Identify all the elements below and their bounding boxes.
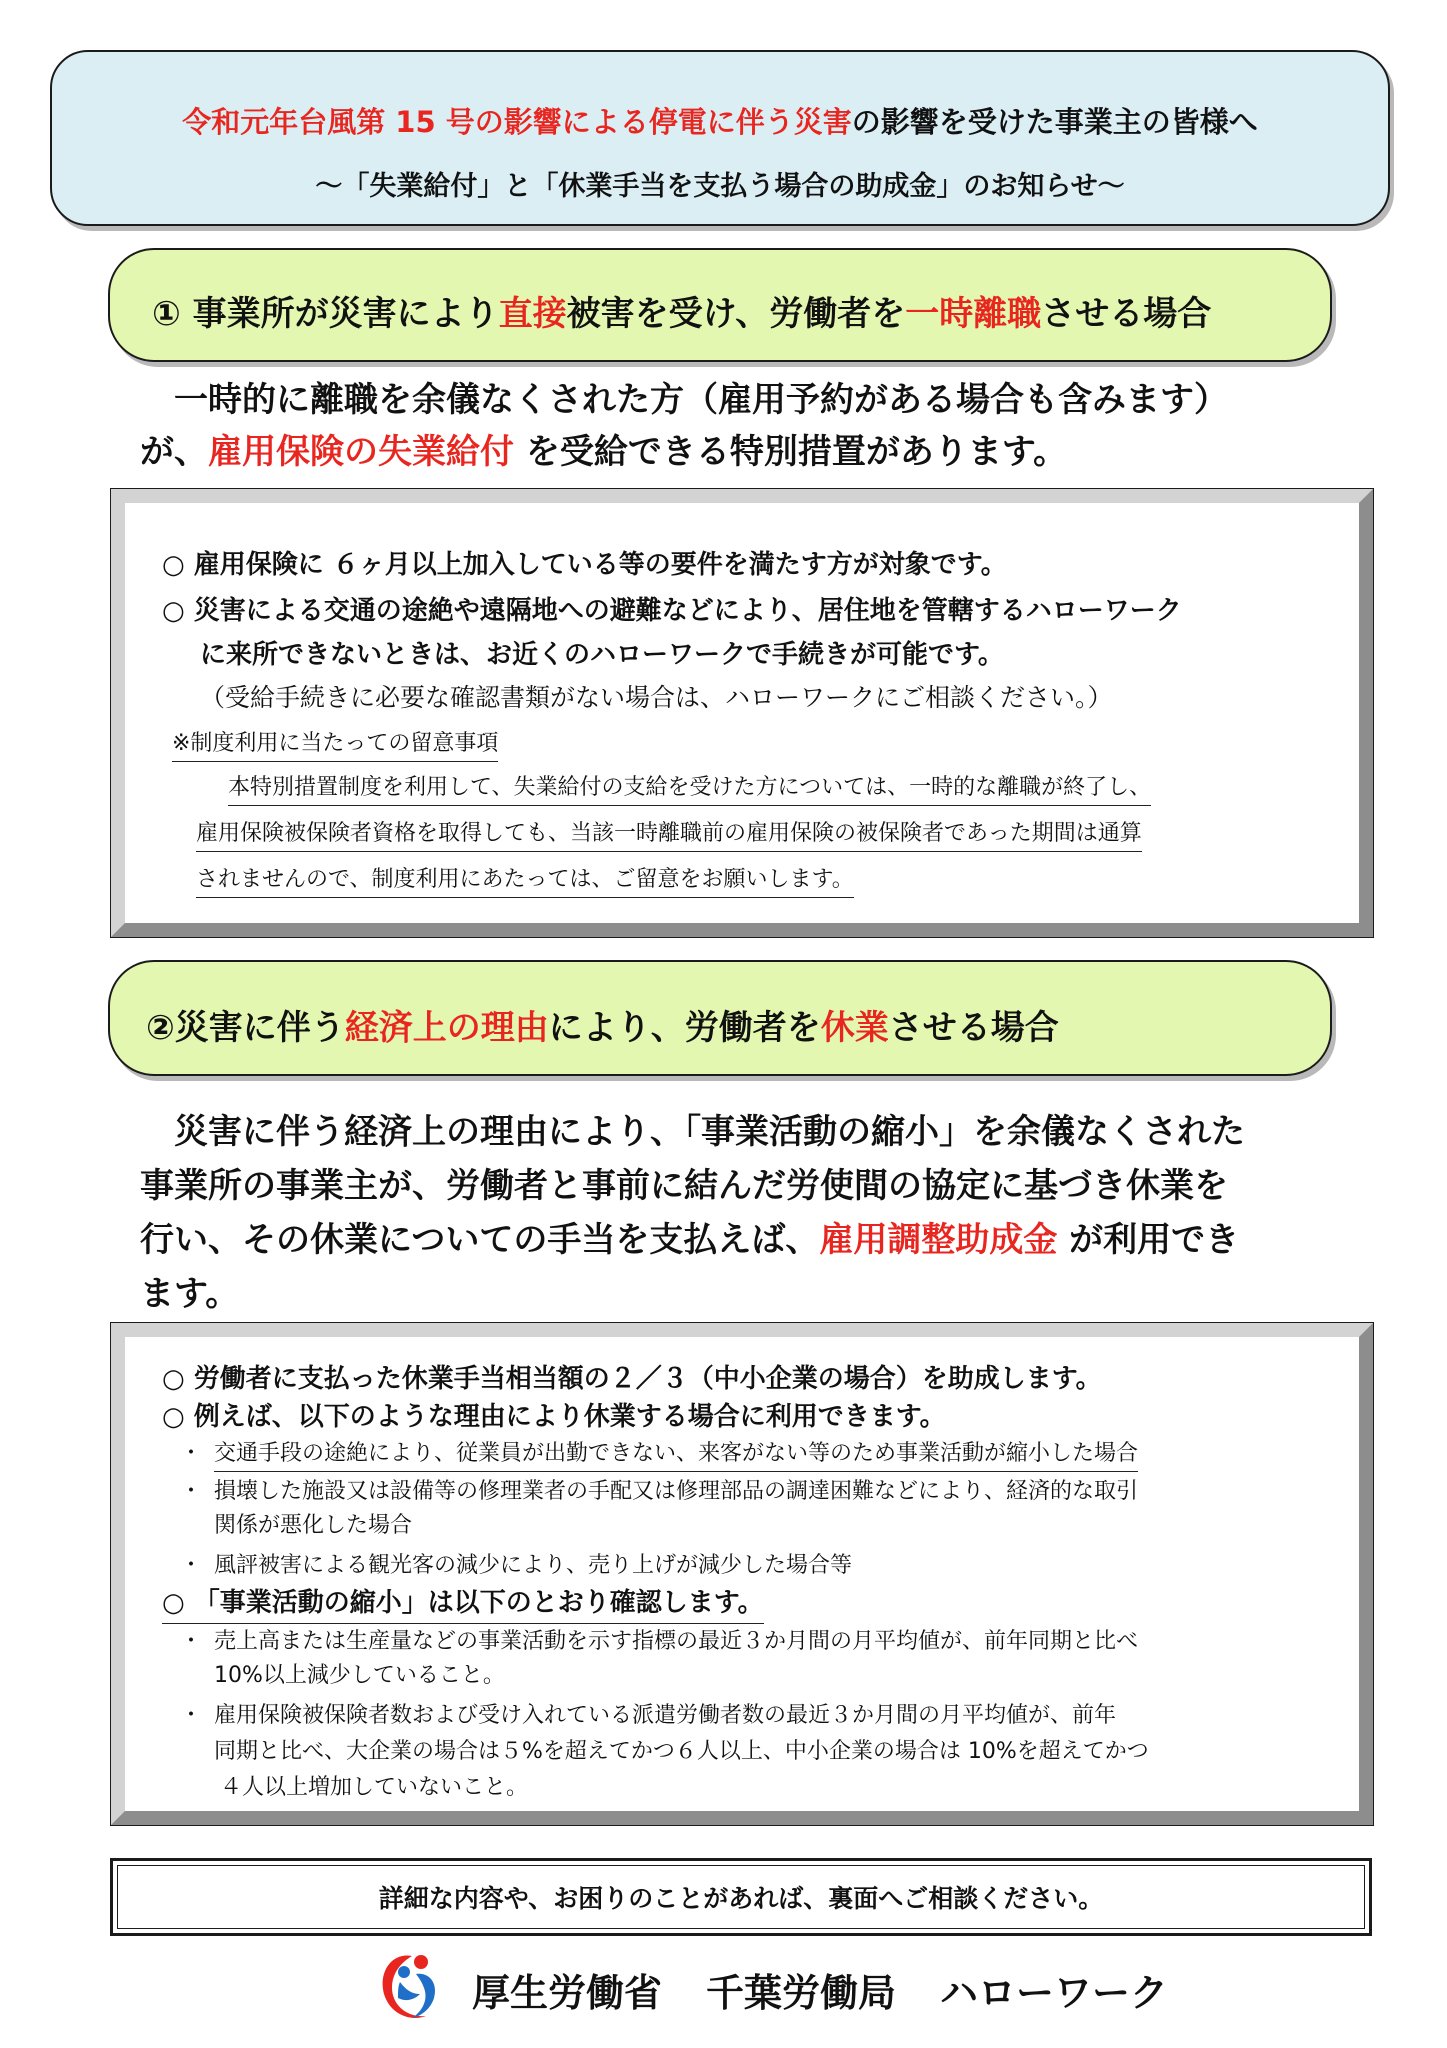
org-bureau: 千葉労働局 bbox=[706, 1971, 897, 2015]
section2-item bbox=[162, 1582, 764, 1619]
section1-item: に来所できないときは、お近くのハローワークで手続きが可能です。 bbox=[200, 640, 1004, 670]
header-title bbox=[52, 100, 1388, 141]
lead-text: が利用でき bbox=[1057, 1220, 1240, 1260]
organization-names bbox=[472, 1962, 1168, 2017]
section2-lead-line: 災害に伴う経済上の理由により、「事業活動の縮小」を余儀なくされた bbox=[174, 1112, 1245, 1152]
section2-lead-line: 事業所の事業主が、労働者と事前に結んだ労使間の協定に基づき休業を bbox=[140, 1166, 1228, 1206]
section2-heading-part: させる場合 bbox=[888, 1008, 1059, 1048]
header-banner bbox=[50, 50, 1390, 226]
lead-red-text: 雇用調整助成金 bbox=[819, 1220, 1058, 1260]
section1-heading-red: 直接 bbox=[498, 294, 567, 334]
caution-line-text: 雇用保険被保険者資格を取得しても、当該一時離職前の雇用保険の被保険者であった期間は通算 bbox=[196, 821, 1142, 852]
section2-heading bbox=[108, 960, 1332, 1076]
section2-heading-part: により、労働者を bbox=[548, 1008, 821, 1048]
section2-item-text: ○ 「事業活動の縮小」は以下のとおり確認します。 bbox=[162, 1588, 764, 1624]
section1-heading bbox=[108, 248, 1332, 362]
section2-heading-red: 休業 bbox=[820, 1008, 889, 1048]
section2-item: ○ 例えば、以下のような理由により休業する場合に利用できます。 bbox=[162, 1402, 946, 1432]
section1-lead-line2 bbox=[140, 424, 1067, 473]
section2-heading-part: ②災害に伴う bbox=[146, 1008, 345, 1048]
section1-heading-part: ① 事業所が災害により bbox=[152, 294, 499, 334]
example-line: 風評被害による観光客の減少により、売り上げが減少した場合等 bbox=[214, 1553, 853, 1578]
caution-line bbox=[196, 816, 1142, 847]
section1-heading-red: 一時離職 bbox=[905, 294, 1042, 334]
criteria-line: 10%以上減少していること。 bbox=[214, 1663, 505, 1688]
section1-heading-part: させる場合 bbox=[1041, 294, 1212, 334]
lead-text: 行い、その休業についての手当を支払えば、 bbox=[140, 1220, 820, 1260]
caution-title-text: ※制度利用に当たっての留意事項 bbox=[172, 731, 498, 762]
bullet: ・ bbox=[180, 1553, 203, 1578]
bullet: ・ bbox=[180, 1441, 203, 1466]
contact-text: 詳細な内容や、お困りのことがあれば、裏面へご相談ください。 bbox=[117, 1865, 1365, 1929]
org-ministry: 厚生労働省 bbox=[472, 1971, 663, 2015]
lead-red-text: 雇用保険の失業給付 bbox=[208, 432, 514, 472]
section1-lead-line1: 一時的に離職を余儀なくされた方（雇用予約がある場合も含みます） bbox=[174, 380, 1228, 420]
bullet: ・ bbox=[180, 1479, 203, 1504]
section2-lead-line3 bbox=[140, 1212, 1239, 1261]
caution-title bbox=[172, 726, 498, 757]
criteria-line: 雇用保険被保険者数および受け入れている派遣労働者数の最近３か月間の月平均値が、前年 bbox=[214, 1703, 1117, 1728]
section1-item: ○ 災害による交通の途絶や遠隔地への避難などにより、居住地を管轄するハローワーク bbox=[162, 596, 1182, 626]
mhlw-logo-icon bbox=[376, 1950, 442, 2024]
bullet: ・ bbox=[180, 1703, 203, 1728]
section1-item: ○ 雇用保険に ６ヶ月以上加入している等の要件を満たす方が対象です。 bbox=[162, 550, 1007, 580]
caution-line bbox=[196, 862, 854, 893]
criteria-line: 売上高または生産量などの事業活動を示す指標の最近３か月間の月平均値が、前年同期と比べ bbox=[214, 1629, 1139, 1654]
section2-item: ○ 労働者に支払った休業手当相当額の２／３（中小企業の場合）を助成します。 bbox=[162, 1364, 1102, 1394]
example-text: 交通手段の途絶により、従業員が出勤できない、来客がない等のため事業活動が縮小した場合 bbox=[214, 1441, 1138, 1472]
header-title-black: の影響を受けた事業主の皆様へ bbox=[851, 105, 1258, 139]
example-line: 関係が悪化した場合 bbox=[214, 1513, 413, 1538]
example-line: 損壊した施設又は設備等の修理業者の手配又は修理部品の調達困難などにより、経済的な取引 bbox=[214, 1479, 1139, 1504]
section1-heading-part: 被害を受け、労働者を bbox=[566, 294, 906, 334]
criteria-line: 同期と比べ、大企業の場合は５%を超えてかつ６人以上、中小企業の場合は 10%を超えてかつ bbox=[214, 1739, 1149, 1764]
contact-box bbox=[110, 1858, 1372, 1936]
header-title-red: 令和元年台風第 15 号の影響による停電に伴う災害 bbox=[182, 105, 852, 139]
criteria-line: ４人以上増加していないこと。 bbox=[220, 1775, 529, 1800]
section2-lead-line4: ます。 bbox=[140, 1274, 240, 1314]
caution-line-text: されませんので、制度利用にあたっては、ご留意をお願いします。 bbox=[196, 867, 854, 898]
lead-text: が、 bbox=[140, 432, 208, 472]
org-hellowork: ハローワーク bbox=[940, 1971, 1169, 2015]
caution-line-text: 本特別措置制度を利用して、失業給付の支給を受けた方については、一時的な離職が終了し、 bbox=[228, 775, 1151, 806]
lead-text: を受給できる特別措置があります。 bbox=[514, 432, 1068, 472]
example-line bbox=[214, 1436, 1138, 1467]
header-subtitle: ～「失業給付」と「休業手当を支払う場合の助成金」のお知らせ～ bbox=[315, 171, 1125, 202]
section1-note: （受給手続きに必要な確認書類がない場合は、ハローワークにご相談ください。） bbox=[200, 683, 1113, 712]
bullet: ・ bbox=[180, 1629, 203, 1654]
section2-heading-red: 経済上の理由 bbox=[344, 1008, 549, 1048]
caution-line bbox=[228, 770, 1151, 801]
